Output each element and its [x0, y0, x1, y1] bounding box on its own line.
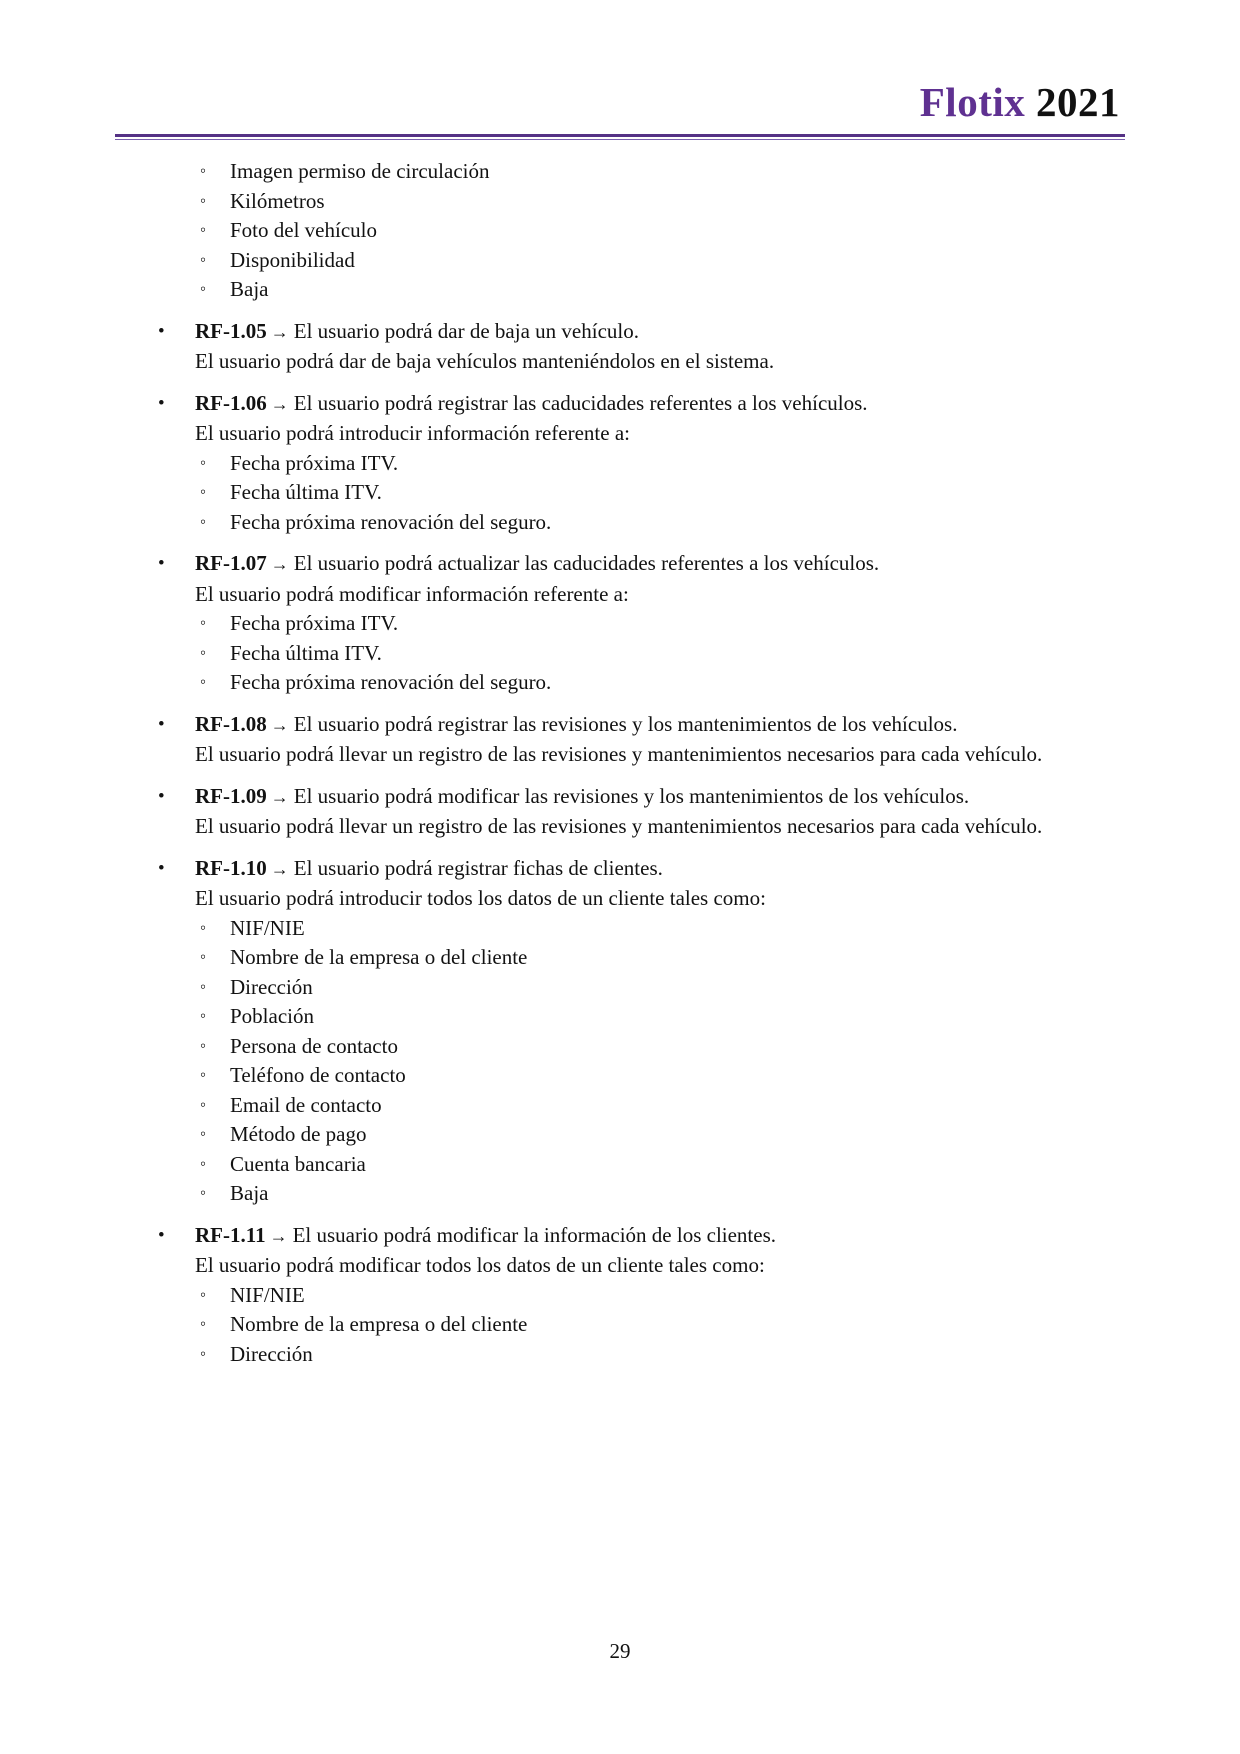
list-item-label: NIF/NIE	[230, 915, 305, 940]
list-item	[195, 943, 1120, 973]
page-title	[195, 80, 1120, 124]
list-item-label: Fecha próxima renovación del seguro.	[230, 670, 552, 694]
bullet-icon: •	[158, 785, 165, 807]
list-item	[195, 1091, 1120, 1121]
list-item	[195, 508, 1120, 538]
circle-bullet-icon: ◦	[200, 452, 207, 472]
requirement-description: El usuario podrá modificar información referente a:	[195, 581, 629, 606]
circle-bullet-icon: ◦	[200, 190, 207, 210]
circle-bullet-icon: ◦	[200, 1183, 207, 1202]
requirement-title: El usuario podrá registrar las caducidades referentes a los vehículos.	[293, 390, 868, 415]
circle-bullet-icon: ◦	[200, 279, 207, 298]
requirement-id: RF-1.08	[195, 711, 267, 736]
requirement-heading	[158, 782, 1120, 813]
requirement-item	[158, 782, 1120, 842]
circle-bullet-icon: ◦	[200, 672, 207, 691]
bullet-icon: •	[158, 713, 165, 735]
requirement-id: RF-1.07	[195, 551, 267, 575]
list-item-label: Persona de contacto	[230, 1033, 398, 1058]
requirement-sublist	[195, 609, 1120, 698]
circle-bullet-icon: ◦	[200, 1006, 207, 1025]
list-item	[195, 1340, 1120, 1370]
requirement-title: El usuario podrá registrar las revisiones y los mantenimientos de los vehículos.	[293, 711, 958, 736]
requirement-heading	[158, 710, 1120, 741]
list-item-label: Foto del vehículo	[230, 218, 377, 242]
requirement-heading	[158, 1221, 1120, 1252]
arrow-icon: →	[269, 1225, 288, 1246]
circle-bullet-icon: ◦	[200, 642, 207, 662]
requirement-heading	[158, 549, 1120, 580]
list-item-label: Nombre de la empresa o del cliente	[230, 1312, 528, 1336]
requirement-id: RF-1.11	[195, 1222, 266, 1247]
page-number: 29	[609, 1639, 631, 1663]
requirement-item	[158, 549, 1120, 698]
list-item-label: Fecha última ITV.	[230, 640, 382, 665]
list-item	[195, 449, 1120, 479]
circle-bullet-icon: ◦	[200, 1284, 207, 1304]
circle-bullet-icon: ◦	[200, 511, 207, 531]
page-header	[195, 0, 1120, 140]
list-item-label: NIF/NIE	[230, 1282, 305, 1307]
requirement-id: RF-1.09	[195, 783, 267, 808]
circle-bullet-icon: ◦	[200, 1343, 207, 1363]
list-item-label: Email de contacto	[230, 1092, 382, 1117]
requirement-item	[158, 1221, 1120, 1370]
arrow-icon: →	[270, 321, 289, 342]
list-item	[195, 157, 1120, 187]
requirement-id: RF-1.06	[195, 390, 267, 415]
circle-bullet-icon: ◦	[200, 220, 207, 239]
list-item-label: Dirección	[230, 974, 313, 999]
circle-bullet-icon: ◦	[200, 482, 207, 501]
list-item-label: Método de pago	[230, 1122, 367, 1146]
requirement-title: El usuario podrá registrar fichas de clientes.	[293, 855, 663, 880]
circle-bullet-icon: ◦	[200, 1035, 207, 1055]
circle-bullet-icon: ◦	[200, 947, 207, 966]
circle-bullet-icon: ◦	[200, 1065, 207, 1084]
circle-bullet-icon: ◦	[200, 249, 207, 269]
list-item	[195, 1002, 1120, 1032]
circle-bullet-icon: ◦	[200, 1094, 207, 1114]
title-year: 2021	[1036, 79, 1120, 125]
list-item	[195, 478, 1120, 508]
list-item-label: Baja	[230, 277, 269, 301]
circle-bullet-icon: ◦	[200, 1314, 207, 1333]
requirement-sublist	[195, 1281, 1120, 1370]
list-item-label: Baja	[230, 1181, 269, 1205]
arrow-icon: →	[270, 554, 289, 574]
requirement-id: RF-1.10	[195, 855, 267, 880]
list-item	[195, 668, 1120, 698]
list-item	[195, 1061, 1120, 1091]
arrow-icon: →	[270, 858, 289, 879]
list-item	[195, 1150, 1120, 1180]
requirement-description: El usuario podrá introducir todos los datos de un cliente tales como:	[195, 886, 766, 910]
requirement-item	[158, 317, 1120, 377]
requirement-heading	[158, 389, 1120, 420]
list-item-label: Fecha próxima ITV.	[230, 450, 399, 475]
requirement-description: El usuario podrá llevar un registro de las revisiones y mantenimientos necesarios para cada vehículo.	[195, 814, 1043, 838]
list-item-label: Kilómetros	[230, 188, 325, 213]
arrow-icon: →	[270, 714, 289, 735]
page-footer	[0, 1637, 1240, 1667]
list-item	[195, 639, 1120, 669]
list-item-label: Población	[230, 1004, 314, 1028]
arrow-icon: →	[270, 393, 289, 414]
bullet-icon: •	[158, 320, 165, 342]
intro-sublist	[195, 157, 1120, 305]
list-item-label: Nombre de la empresa o del cliente	[230, 945, 528, 969]
requirement-description: El usuario podrá llevar un registro de las revisiones y mantenimientos necesarios para cada vehículo.	[195, 742, 1043, 766]
list-item	[195, 1310, 1120, 1340]
list-item	[195, 914, 1120, 944]
requirement-sublist	[195, 449, 1120, 538]
bullet-icon: •	[158, 857, 165, 879]
list-item	[195, 973, 1120, 1003]
list-item-label: Fecha próxima renovación del seguro.	[230, 509, 552, 534]
requirement-heading	[158, 317, 1120, 348]
list-item	[195, 275, 1120, 305]
list-item	[195, 187, 1120, 217]
list-item	[195, 1032, 1120, 1062]
list-item-label: Disponibilidad	[230, 247, 355, 272]
requirement-title: El usuario podrá modificar las revisiones y los mantenimientos de los vehículos.	[293, 783, 970, 808]
circle-bullet-icon: ◦	[200, 1153, 207, 1173]
requirement-description: El usuario podrá dar de baja vehículos manteniéndolos en el sistema.	[195, 349, 775, 373]
list-item-label: Dirección	[230, 1341, 313, 1366]
circle-bullet-icon: ◦	[200, 976, 207, 996]
circle-bullet-icon: ◦	[200, 613, 207, 632]
requirement-title: El usuario podrá modificar la información de los clientes.	[292, 1222, 777, 1247]
requirement-id: RF-1.05	[195, 318, 267, 343]
list-item-label: Cuenta bancaria	[230, 1151, 366, 1176]
list-item	[195, 1179, 1120, 1209]
bullet-icon: •	[158, 392, 165, 414]
requirement-item	[158, 389, 1120, 538]
bullet-icon: •	[158, 553, 165, 574]
requirement-title: El usuario podrá actualizar las caducidades referentes a los vehículos.	[293, 551, 880, 575]
list-item	[195, 246, 1120, 276]
list-item-label: Fecha próxima ITV.	[230, 611, 399, 635]
list-item-label: Teléfono de contacto	[230, 1063, 406, 1087]
list-item-label: Imagen permiso de circulación	[230, 159, 490, 183]
circle-bullet-icon: ◦	[200, 917, 207, 937]
list-item	[195, 1281, 1120, 1311]
arrow-icon: →	[270, 786, 289, 807]
requirement-description: El usuario podrá modificar todos los datos de un cliente tales como:	[195, 1253, 765, 1277]
requirement-item	[158, 854, 1120, 1209]
requirement-heading	[158, 854, 1120, 885]
list-item	[195, 216, 1120, 246]
list-item-label: Fecha última ITV.	[230, 480, 382, 504]
circle-bullet-icon: ◦	[200, 1124, 207, 1143]
circle-bullet-icon: ◦	[200, 161, 207, 180]
brand-title: Flotix	[919, 79, 1026, 125]
requirement-description: El usuario podrá introducir información referente a:	[195, 421, 630, 445]
requirement-title: El usuario podrá dar de baja un vehículo.	[293, 318, 639, 343]
bullet-icon: •	[158, 1224, 165, 1246]
requirement-item	[158, 710, 1120, 770]
requirement-sublist	[195, 914, 1120, 1209]
list-item	[195, 1120, 1120, 1150]
list-item	[195, 609, 1120, 639]
header-divider	[115, 134, 1125, 140]
